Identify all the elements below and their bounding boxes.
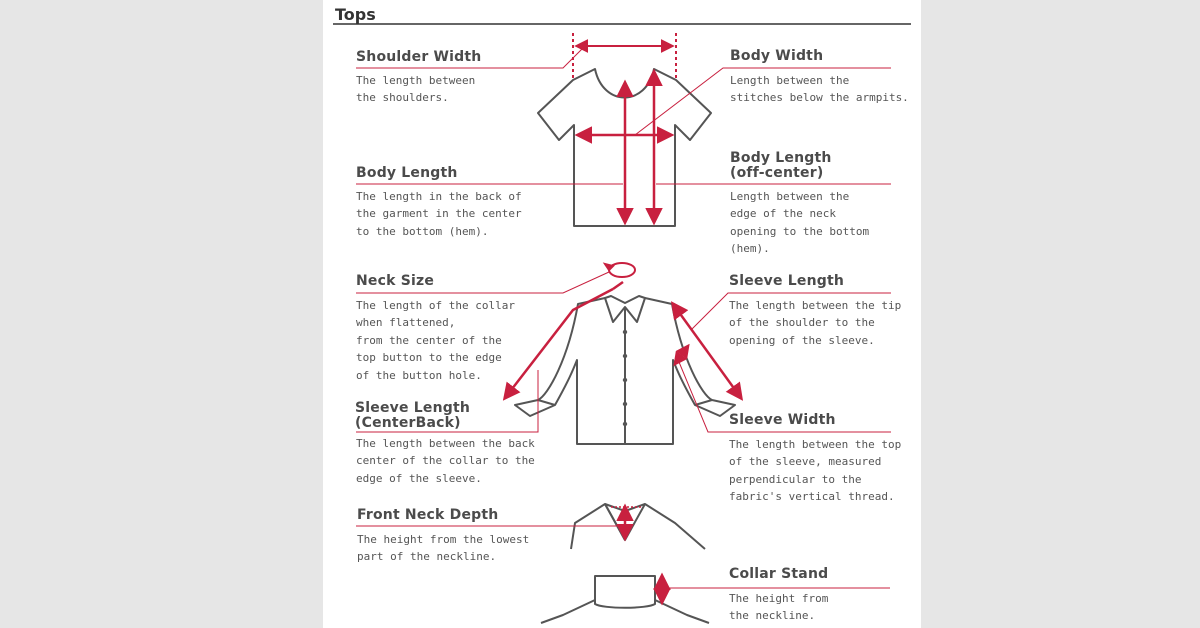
dress-shirt-icon xyxy=(515,296,735,444)
body-width-desc: Length between the stitches below the armpits. xyxy=(730,74,909,105)
collar-stand-desc: The height from the neckline. xyxy=(729,592,829,623)
body-length-desc: The length in the back of the garment in the center to the bottom (hem). xyxy=(356,190,522,238)
sleeve-length-centerback-desc: The length between the back center of the collar to the edge of the sleeve. xyxy=(356,437,535,485)
front-neck-depth-desc: The height from the lowest part of the neckline. xyxy=(357,533,530,564)
neck-size-marker xyxy=(605,263,635,277)
sleeve-width-title: Sleeve Width xyxy=(729,412,836,428)
collar-stand-icon xyxy=(541,576,709,623)
sleeve-length-desc: The length between the tip of the shoulder to the opening of the sleeve. xyxy=(729,299,902,347)
body-width-title: Body Width xyxy=(730,48,824,64)
size-guide-panel xyxy=(323,0,921,628)
sleeve-width-desc: The length between the top of the sleeve, measured perpendicular to the fabric's vertical thread. xyxy=(729,438,902,504)
sleeve-length-centerback-arrow xyxy=(505,289,613,398)
body-length-offcenter-title: Body Length (off-center) xyxy=(730,150,832,181)
body-length-title: Body Length xyxy=(356,165,458,181)
neck-to-shoulder-line xyxy=(613,282,623,289)
front-neck-depth-title: Front Neck Depth xyxy=(357,507,499,523)
sleeve-length-title: Sleeve Length xyxy=(729,273,845,289)
neck-size-desc: The length of the collar when flattened, from the center of the top button to the edge of the button hole. xyxy=(356,299,515,382)
shoulder-width-desc: The length between the shoulders. xyxy=(356,74,476,105)
body-length-offcenter-desc: Length between the edge of the neck opening to the bottom (hem). xyxy=(730,190,870,256)
neck-size-title: Neck Size xyxy=(356,273,435,289)
collar-stand-title: Collar Stand xyxy=(729,566,829,582)
section-title: Tops xyxy=(335,5,376,24)
sleeve-length-centerback-title: Sleeve Length (CenterBack) xyxy=(355,400,471,431)
shoulder-width-title: Shoulder Width xyxy=(356,49,482,65)
